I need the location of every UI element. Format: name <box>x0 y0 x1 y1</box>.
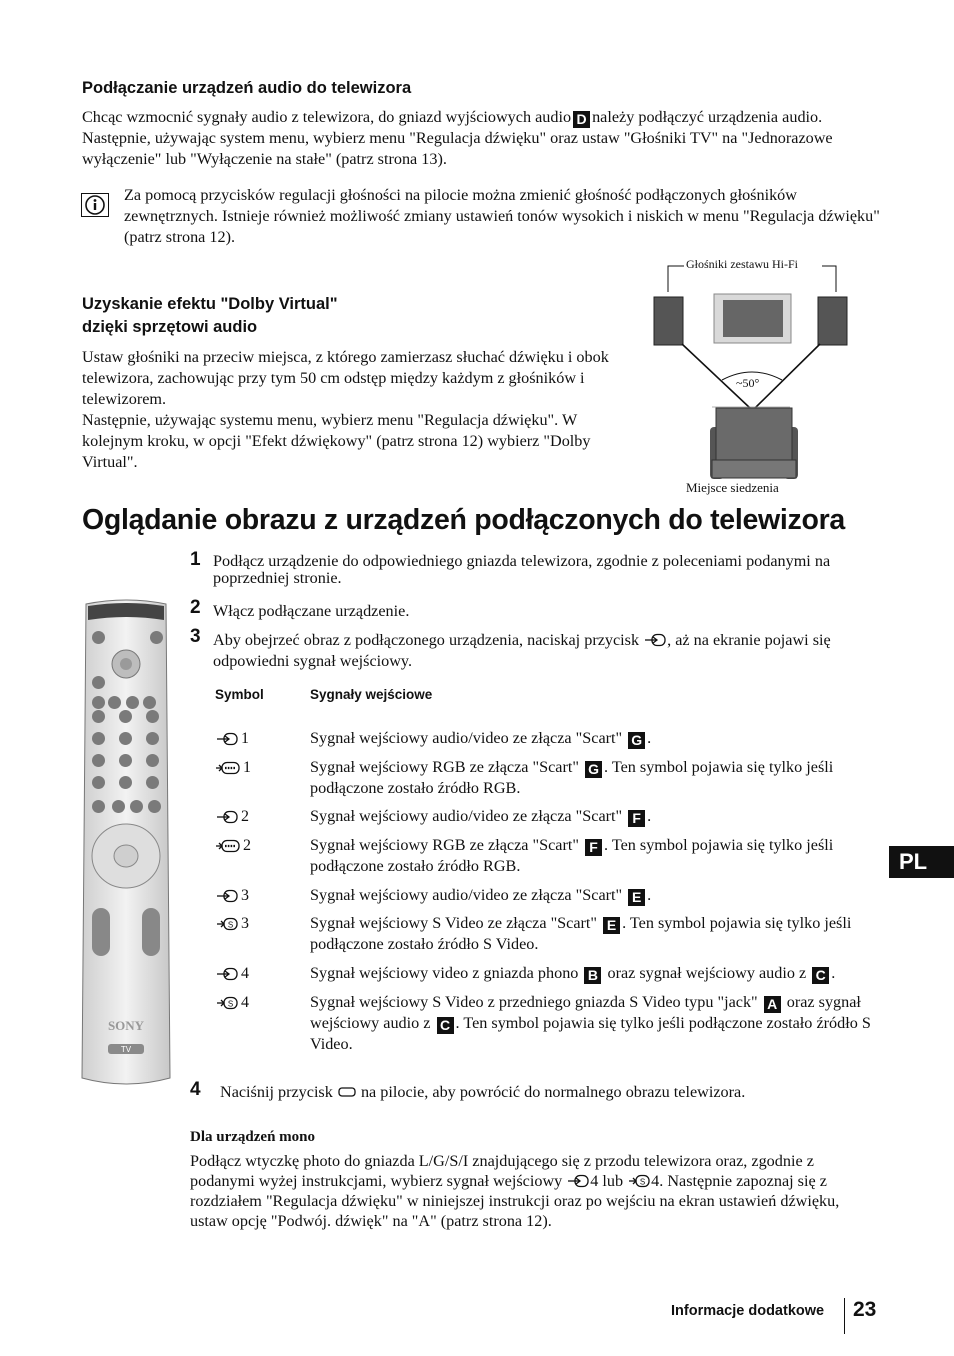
step-4-text-a: Naciśnij przycisk <box>220 1083 333 1101</box>
info-note: Za pomocą przycisków regulacji głośności na pilocie można zmienić głośność podłączonych głośników zewnętrznych. Istnieje również możliwość zmiany ustawień tonów wysokich i niskich w menu "Regulacja dźwięku" (patrz strona 12). <box>124 186 880 246</box>
mono-text-b: . Następnie zapoznaj się z rozdziałem "Regulacja dźwięku" w niniejszej instrukcji oraz po wejściu na ekran ustawień dźwięku, ustaw opcję "Podwój. dźwięk" na "A" (patrz strona 12). <box>190 1172 840 1230</box>
description-text: . <box>647 886 652 904</box>
description-text: . Ten symbol pojawia się tylko jeśli podłączone zostało źródło S Video. <box>310 914 852 953</box>
description-text: . Ten symbol pojawia się tylko jeśli podłączone zostało źródło RGB. <box>310 836 834 875</box>
remote-tv-label: TV <box>120 1045 132 1054</box>
connector-badge: F <box>585 839 602 856</box>
table-row-symbol <box>215 963 249 984</box>
description-text: oraz sygnał wejściowy audio z <box>607 964 807 982</box>
angle-label: ~50° <box>736 376 760 390</box>
step-3-text <box>213 630 873 672</box>
remote-control-image <box>80 598 172 1093</box>
table-header-symbol: Symbol <box>215 687 264 702</box>
step-3-text-a: Aby obejrzeć obraz z podłączonego urządzenia, naciskaj przycisk <box>213 631 640 649</box>
connector-badge: E <box>628 889 645 906</box>
footer-section-label: Informacje dodatkowe <box>671 1303 825 1319</box>
input-number: 1 <box>241 730 249 747</box>
audio-para-a: Chcąc wzmocnić sygnały audio z telewizora, do gniazd wyjściowych audio <box>82 108 572 126</box>
description-text: Sygnał wejściowy audio/video ze złącza "Scart" <box>310 729 623 747</box>
table-row-description <box>310 992 880 1055</box>
table-row-symbol <box>215 806 249 827</box>
input-number: 2 <box>241 808 249 825</box>
footer-divider <box>844 1298 845 1334</box>
description-text: . <box>647 729 652 747</box>
step-number: 1 <box>190 549 201 570</box>
table-row-symbol <box>215 757 251 778</box>
step-4-text-b: na pilocie, aby powrócić do normalnego obrazu telewizora. <box>360 1083 746 1101</box>
description-text: . <box>647 807 652 825</box>
seat-label: Miejsce siedzenia <box>686 480 779 495</box>
mono-heading: Dla urządzeń mono <box>190 1129 315 1145</box>
input-select-icon <box>643 633 667 647</box>
remote-brand-logo: SONY <box>107 1018 145 1033</box>
table-row-symbol <box>215 728 249 749</box>
description-text: . Ten symbol pojawia się tylko jeśli podłączone zostało źródło S Video. <box>310 1014 871 1053</box>
audio-paragraph <box>82 107 882 170</box>
svideo-input-icon <box>627 1174 651 1188</box>
input-number: 3 <box>241 915 249 932</box>
description-text: Sygnał wejściowy S Video z przedniego gniazda S Video typu "jack" <box>310 993 758 1011</box>
svideo-input-icon <box>215 996 239 1010</box>
input-arrow-icon <box>215 732 239 746</box>
table-row-description <box>310 885 880 906</box>
table-row-description <box>310 963 880 984</box>
description-text: Sygnał wejściowy audio/video ze złącza "Scart" <box>310 886 623 904</box>
step-2-text: Włącz podłączane urządzenie. <box>213 602 410 620</box>
table-row-description <box>310 757 880 799</box>
input-arrow-icon <box>566 1174 590 1188</box>
description-text: Sygnał wejściowy RGB ze złącza "Scart" <box>310 836 579 854</box>
dolby-heading-line1: Uzyskanie efektu "Dolby Virtual" <box>82 295 338 313</box>
step-number: 2 <box>190 597 201 618</box>
step-1-text: Podłącz urządzenie do odpowiedniego gniazda telewizora, zgodnie z poleceniami podanymi na poprzedniej stronie. <box>213 552 831 587</box>
mono-text-a: Podłącz wtyczkę photo do gniazda L/G/S/I znajdującego się z przodu telewizora oraz, zgodnie z podanymi wyżej instrukcjami, wybierz sygnał wejściowy <box>190 1152 814 1190</box>
svg-text:S: S <box>227 920 234 929</box>
audio-para-b: należy podłączyć urządzenia audio. Następnie, używając system menu, wybierz menu "Regulacja dźwięku" oraz ustaw "Głośniki TV" na "Jednorazowe wyłączenie" lub "Wyłączenie na stałe" (patrz strona 13). <box>82 108 833 168</box>
table-row-description <box>310 806 880 827</box>
description-text: . <box>831 964 836 982</box>
table-row-symbol <box>215 992 249 1013</box>
table-header-signals: Sygnały wejściowe <box>310 687 433 702</box>
mono-option-2: 4 <box>651 1172 660 1190</box>
connector-badge-d: D <box>573 111 590 128</box>
table-row-description <box>310 913 880 955</box>
mono-paragraph <box>190 1151 880 1231</box>
description-text: Sygnał wejściowy video z gniazda phono <box>310 964 579 982</box>
input-number: 1 <box>243 759 251 776</box>
input-number: 3 <box>241 887 249 904</box>
table-row-symbol <box>215 835 251 856</box>
rgb-input-icon <box>215 839 241 853</box>
svideo-input-icon <box>215 917 239 931</box>
input-number: 4 <box>241 994 249 1011</box>
language-tab: PL <box>889 846 954 878</box>
table-row-description <box>310 728 880 749</box>
connector-badge: C <box>437 1017 454 1034</box>
rgb-input-icon <box>215 761 241 775</box>
table-row-symbol <box>215 913 249 934</box>
step-4-text <box>220 1082 745 1103</box>
connector-badge: G <box>585 761 602 778</box>
dolby-heading-line2: dzięki sprzętowi audio <box>82 318 258 336</box>
connector-badge: C <box>812 967 829 984</box>
connector-badge: E <box>603 917 620 934</box>
table-row-description <box>310 835 880 877</box>
connector-badge: G <box>628 732 645 749</box>
input-arrow-icon <box>215 967 239 981</box>
page-number: 23 <box>853 1298 877 1321</box>
description-text: Sygnał wejściowy RGB ze złącza "Scart" <box>310 758 579 776</box>
svg-text:S: S <box>227 999 234 1008</box>
description-text: Sygnał wejściowy audio/video ze złącza "Scart" <box>310 807 623 825</box>
dolby-paragraph-1: Ustaw głośniki na przeciw miejsca, z którego zamierzasz słuchać dźwięku i obok telewizora, zachowując przy tym 50 cm odstęp między każdym z głośników i telewizorem. <box>82 348 609 408</box>
audio-heading: Podłączanie urządzeń audio do telewizora <box>82 79 412 97</box>
tv-screen-icon <box>337 1086 357 1098</box>
connector-badge: F <box>628 810 645 827</box>
description-text: . Ten symbol pojawia się tylko jeśli podłączone zostało źródło RGB. <box>310 758 834 797</box>
description-text: Sygnał wejściowy S Video ze złącza "Scart" <box>310 914 598 932</box>
step-number: 3 <box>190 626 201 647</box>
svg-text:S: S <box>639 1177 646 1187</box>
info-icon <box>81 193 109 222</box>
input-arrow-icon <box>215 810 239 824</box>
step-number: 4 <box>190 1079 201 1100</box>
speakers-label: Głośniki zestawu Hi-Fi <box>686 257 798 271</box>
step-3-text-b: , aż na ekranie pojawi się odpowiedni sygnał wejściowy. <box>213 631 831 670</box>
input-arrow-icon <box>215 889 239 903</box>
connector-badge: B <box>584 967 601 984</box>
input-number: 4 <box>241 965 249 982</box>
table-row-symbol <box>215 885 249 906</box>
dolby-paragraph-2: Następnie, używając systemu menu, wybierz menu "Regulacja dźwięku". W kolejnym kroku, w opcji "Efekt dźwiękowy" (patrz strona 12) wybierz "Dolby Virtual". <box>82 411 591 471</box>
mono-option-1: 4 lub <box>590 1172 624 1190</box>
input-number: 2 <box>243 837 251 854</box>
page-title: Oglądanie obrazu z urządzeń podłączonych do telewizora <box>82 504 845 536</box>
connector-badge: A <box>764 996 781 1013</box>
description-text: oraz sygnał wejściowy audio z <box>310 993 861 1032</box>
